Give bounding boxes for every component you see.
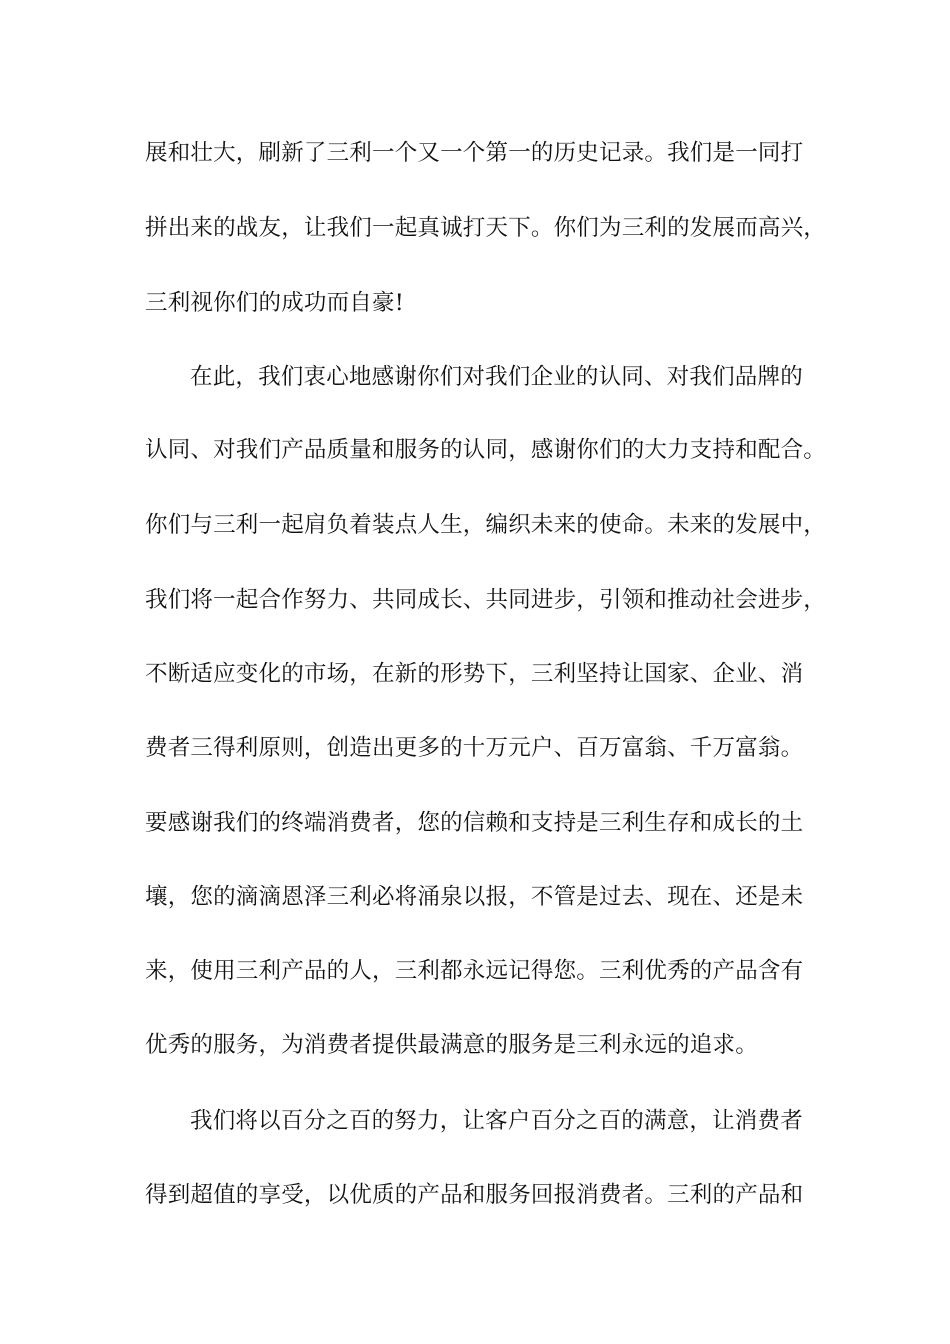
text-line-9: 费者三得利原则，创造出更多的十万元户、百万富翁、千万富翁。	[145, 735, 804, 761]
text-line-11: 壤，您的滴滴恩泽三利必将涌泉以报，不管是过去、现在、还是未	[145, 884, 804, 910]
text-line-14: 我们将以百分之百的努力，让客户百分之百的满意，让消费者	[190, 1108, 803, 1134]
text-line-10: 要感谢我们的终端消费者，您的信赖和支持是三利生存和成长的土	[145, 810, 804, 836]
text-line-7: 我们将一起合作努力、共同成长、共同进步，引领和推动社会进步，	[145, 587, 827, 613]
text-line-8: 不断适应变化的市场，在新的形势下，三利坚持让国家、企业、消	[145, 661, 804, 687]
text-line-3: 三利视你们的成功而自豪!	[145, 290, 404, 316]
text-line-15: 得到超值的享受，以优质的产品和服务回报消费者。三利的产品和	[145, 1182, 804, 1208]
text-line-5: 认同、对我们产品质量和服务的认同，感谢你们的大力支持和配合。	[145, 437, 827, 463]
text-line-1: 展和壮大，刷新了三利一个又一个第一的历史记录。我们是一同打	[145, 140, 804, 166]
text-line-12: 来，使用三利产品的人，三利都永远记得您。三利优秀的产品含有	[145, 958, 804, 984]
text-line-13: 优秀的服务，为消费者提供最满意的服务是三利永远的追求。	[145, 1032, 758, 1058]
text-line-4: 在此，我们衷心地感谢你们对我们企业的认同、对我们品牌的	[190, 364, 803, 390]
text-line-2: 拼出来的战友，让我们一起真诚打天下。你们为三利的发展而高兴，	[145, 215, 827, 241]
text-line-6: 你们与三利一起肩负着装点人生，编织未来的使命。未来的发展中，	[145, 512, 827, 538]
